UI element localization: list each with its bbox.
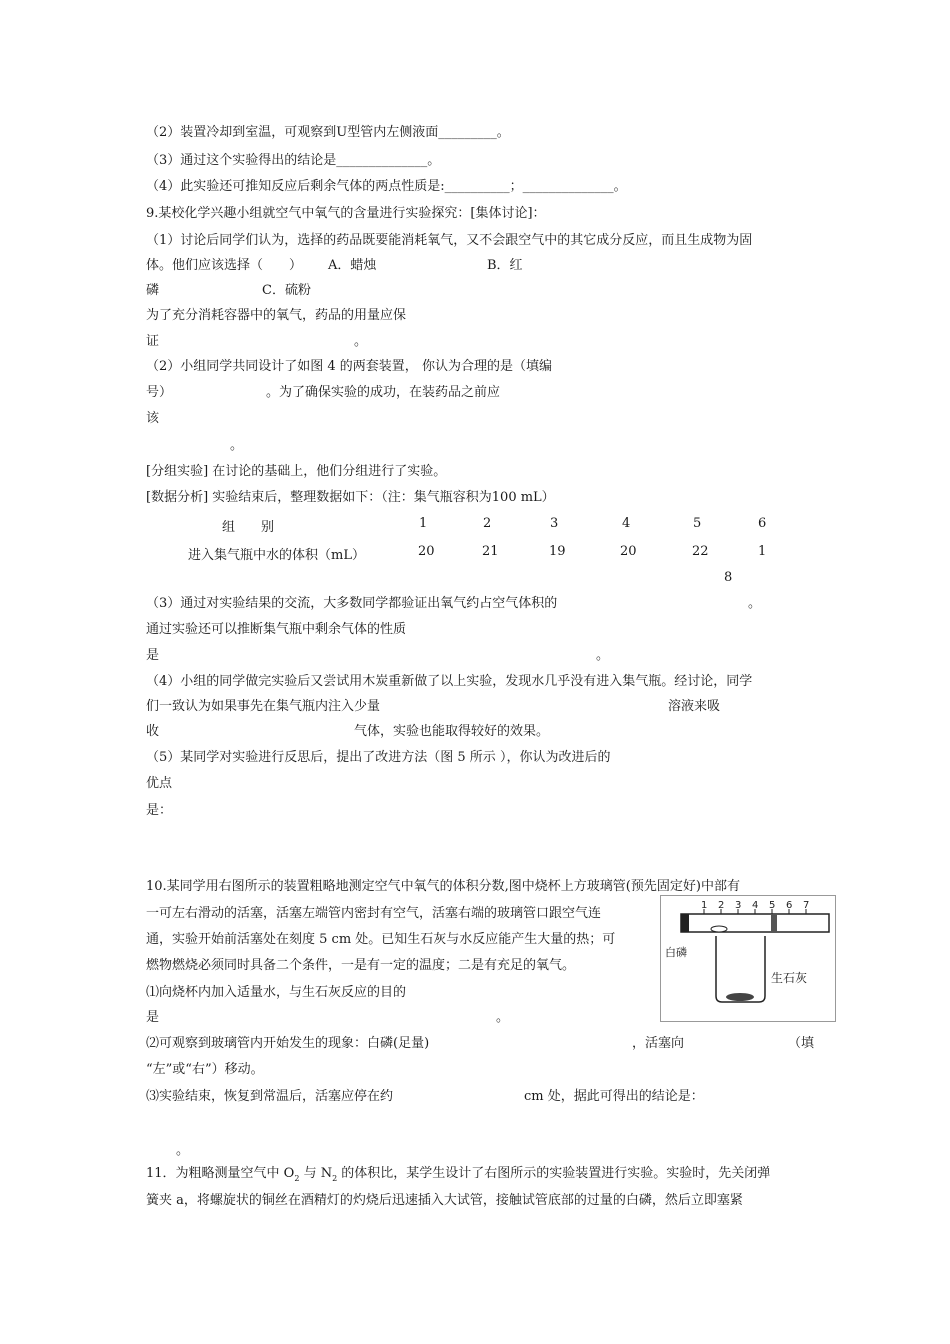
q9-part2-end: 。 xyxy=(230,438,244,453)
q9-part4-line3b: 气体，实验也能取得较好的效果。 xyxy=(354,724,550,739)
table-group-3: 3 xyxy=(550,516,559,531)
q11-line1-pre: 11．为粗略测量空气中 O xyxy=(146,1166,295,1181)
q11-line1-post: 的体积比，某学生设计了右图所示的实验装置进行实验。实验时，先关闭弹 xyxy=(337,1166,771,1181)
table-value-6-overflow: 8 xyxy=(724,570,733,585)
q9-part3-line1-end: 。 xyxy=(748,596,762,611)
q9-part1-line1: （1）讨论后同学们认为，选择的药品既要能消耗氧气，又不会跟空气中的其它成分反应，而且生成物为固 xyxy=(146,233,753,248)
q10-line2: 一可左右滑动的活塞，活塞左端管内密封有空气，活塞右端的玻璃管口跟空气连 xyxy=(146,906,602,921)
piston xyxy=(771,914,777,932)
q10-part2-line1b: ，活塞向 xyxy=(632,1036,685,1051)
q10-line4: 燃物燃烧必须同时具备二个条件，一是有一定的温度；二是有充足的氧气。 xyxy=(146,958,576,973)
q9-part3-line1: （3）通过对实验结果的交流，大多数同学都验证出氧气约占空气体积的 xyxy=(146,596,558,611)
q9-option-a: A．蜡烛 xyxy=(328,258,377,273)
scale-label-4: 4 xyxy=(752,900,759,911)
scale-label-2: 2 xyxy=(718,900,725,911)
table-value-3: 19 xyxy=(549,544,566,559)
q9-data-analysis: [数据分析] 实验结束后，整理数据如下：（注：集气瓶容积为100 mL） xyxy=(146,490,555,505)
q11-line1 xyxy=(146,1166,770,1183)
q9-heading: 9.某校化学兴趣小组就空气中氧气的含量进行实验探究：[集体讨论]： xyxy=(146,206,546,221)
label-white-phosphorus: 白磷 xyxy=(665,946,687,959)
q10-part3-end: 。 xyxy=(176,1143,190,1158)
scale-label-7: 7 xyxy=(803,900,810,911)
apparatus-figure xyxy=(660,895,836,1022)
scale-label-1: 1 xyxy=(701,900,708,911)
q10-part1-line2: 是 xyxy=(146,1010,160,1025)
apparatus-diagram xyxy=(661,896,835,1021)
table-value-4: 20 xyxy=(620,544,637,559)
q10-part3-line1: ⑶实验结束，恢复到常温后，活塞应停在约 xyxy=(146,1089,394,1104)
q10-part1-end: 。 xyxy=(496,1010,510,1025)
q10-part2-line1: ⑵可观察到玻璃管内开始发生的现象：白磷(足量) xyxy=(146,1036,430,1051)
table-value-6: 1 xyxy=(758,544,767,559)
table-group-5: 5 xyxy=(693,516,702,531)
table-group-6: 6 xyxy=(758,516,767,531)
q10-line3: 通，实验开始前活塞处在刻度 5 cm 处。已知生石灰与水反应能产生大量的热；可 xyxy=(146,932,616,947)
q9-part1-end: 。 xyxy=(354,334,368,349)
q9-part5-line3: 是： xyxy=(146,803,173,818)
table-row-label: 进入集气瓶中水的体积（mL） xyxy=(188,548,365,563)
table-group-1: 1 xyxy=(419,516,428,531)
q9-group-experiment: [分组实验] 在讨论的基础上，他们分组进行了实验。 xyxy=(146,464,447,479)
table-group-4: 4 xyxy=(622,516,631,531)
scale-label-5: 5 xyxy=(769,900,776,911)
o2-subscript: 2 xyxy=(294,1174,300,1183)
q9-part2-line3: 该 xyxy=(146,411,160,426)
q9-option-c: C．硫粉 xyxy=(262,283,311,298)
q9-option-b: B．红 xyxy=(487,258,523,273)
q9-part3-end: 。 xyxy=(596,648,610,663)
q9-part3-line2: 通过实验还可以推断集气瓶中剩余气体的性质 xyxy=(146,622,407,637)
table-header-label: 组 别 xyxy=(222,520,275,535)
q9-part5-line1: （5）某同学对实验进行反思后，提出了改进方法（图 5 所示 ），你认为改进后的 xyxy=(146,750,611,765)
q10-line1: 10.某同学用右图所示的装置粗略地测定空气中氧气的体积分数,图中烧杯上方玻璃管(预先固定好)中部有 xyxy=(146,879,740,894)
table-value-2: 21 xyxy=(482,544,499,559)
q8-part4: （4）此实验还可推知反应后剩余气体的两点性质是:__________；______________。 xyxy=(146,179,627,194)
q9-part4-line2: 们一致认为如果事先在集气瓶内注入少量 xyxy=(146,699,381,714)
q10-part2-line2: “左”或“右”）移动。 xyxy=(146,1062,264,1077)
quicklime xyxy=(726,993,754,1001)
table-value-5: 22 xyxy=(692,544,709,559)
q11-line1-mid: 与 N xyxy=(299,1166,333,1181)
q8-part2: （2）装置冷却到室温，可观察到U型管内左侧液面_________。 xyxy=(146,125,510,140)
q10-part2-line1c: （填 xyxy=(788,1036,815,1051)
q9-part2-line2b: 。为了确保实验的成功，在装药品之前应 xyxy=(266,385,501,400)
n2-subscript: 2 xyxy=(332,1174,338,1183)
q9-part2-line1: （2）小组同学共同设计了如图 4 的两套装置， 你认为合理的是（填编 xyxy=(146,359,552,374)
table-value-1: 20 xyxy=(418,544,435,559)
scale-label-3: 3 xyxy=(735,900,742,911)
q9-part2-line2: 号） xyxy=(146,385,173,400)
q9-option-b-cont: 磷 xyxy=(146,283,160,298)
scale-label-6: 6 xyxy=(786,900,793,911)
q9-part1-line2: 体。他们应该选择（ ） xyxy=(146,258,303,273)
q10-part3-line1b: cm 处，据此可得出的结论是： xyxy=(524,1089,704,1104)
q9-part4-line1: （4）小组的同学做完实验后又尝试用木炭重新做了以上实验，发现水几乎没有进入集气瓶。经讨论，同学 xyxy=(146,674,753,689)
beaker xyxy=(716,936,765,1002)
q9-part1-line3: 为了充分消耗容器中的氧气，药品的用量应保 xyxy=(146,308,407,323)
q9-part5-line2: 优点 xyxy=(146,776,173,791)
q11-line2: 簧夹 a，将螺旋状的铜丝在酒精灯的灼烧后迅速插入大试管，接触试管底部的过量的白磷，然后立即塞紧 xyxy=(146,1193,743,1208)
q9-part3-line3: 是 xyxy=(146,648,160,663)
q9-part1-line4: 证 xyxy=(146,334,160,349)
label-quicklime: 生石灰 xyxy=(771,971,808,985)
q9-part4-line3: 收 xyxy=(146,724,160,739)
q8-part3: （3）通过这个实验得出的结论是______________。 xyxy=(146,153,441,168)
q9-part4-line2b: 溶液来吸 xyxy=(668,699,721,714)
table-group-2: 2 xyxy=(483,516,492,531)
q10-part1-line1: ⑴向烧杯内加入适量水，与生石灰反应的目的 xyxy=(146,985,407,1000)
